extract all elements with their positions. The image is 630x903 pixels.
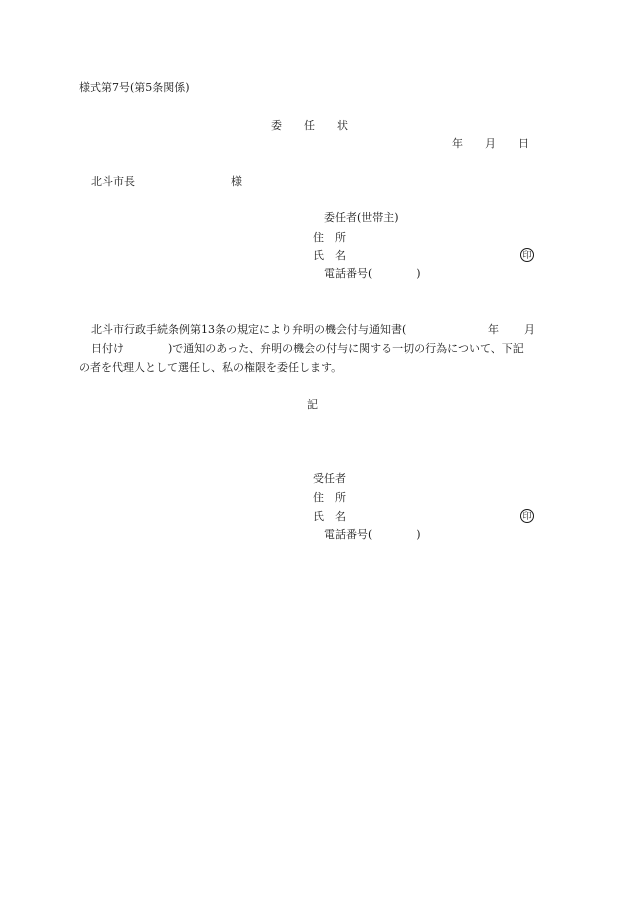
body-text-month: 月 <box>524 323 535 336</box>
agent-seal-icon: 印 <box>520 509 534 523</box>
agent-name-label: 氏 名 <box>313 510 346 523</box>
date-line: 年 月 日 <box>452 137 529 150</box>
document-title: 委 任 状 <box>271 119 348 132</box>
body-text-line-3: の者を代理人として選任し、私の権限を委任します。 <box>79 361 343 374</box>
principal-seal-icon: 印 <box>520 248 534 262</box>
addressee-name: 北斗市長 <box>91 175 135 188</box>
agent-address-label: 住 所 <box>313 491 346 504</box>
body-text-line-2: 日付け )で通知のあった、弁明の機会の付与に関する一切の行為について、下記 <box>91 342 524 355</box>
addressee-honorific: 様 <box>231 175 242 188</box>
form-number: 様式第7号(第5条関係) <box>79 81 190 94</box>
ki-heading: 記 <box>307 398 318 411</box>
principal-name-label: 氏 名 <box>313 249 346 262</box>
agent-heading: 受任者 <box>313 472 346 485</box>
principal-address-label: 住 所 <box>313 231 346 244</box>
body-text-line-1: 北斗市行政手続条例第13条の規定により弁明の機会付与通知書( <box>91 323 407 336</box>
body-text-year: 年 <box>488 323 499 336</box>
principal-heading: 委任者(世帯主) <box>324 211 399 224</box>
agent-phone-label: 電話番号( ) <box>324 528 421 541</box>
principal-phone-label: 電話番号( ) <box>324 267 421 280</box>
